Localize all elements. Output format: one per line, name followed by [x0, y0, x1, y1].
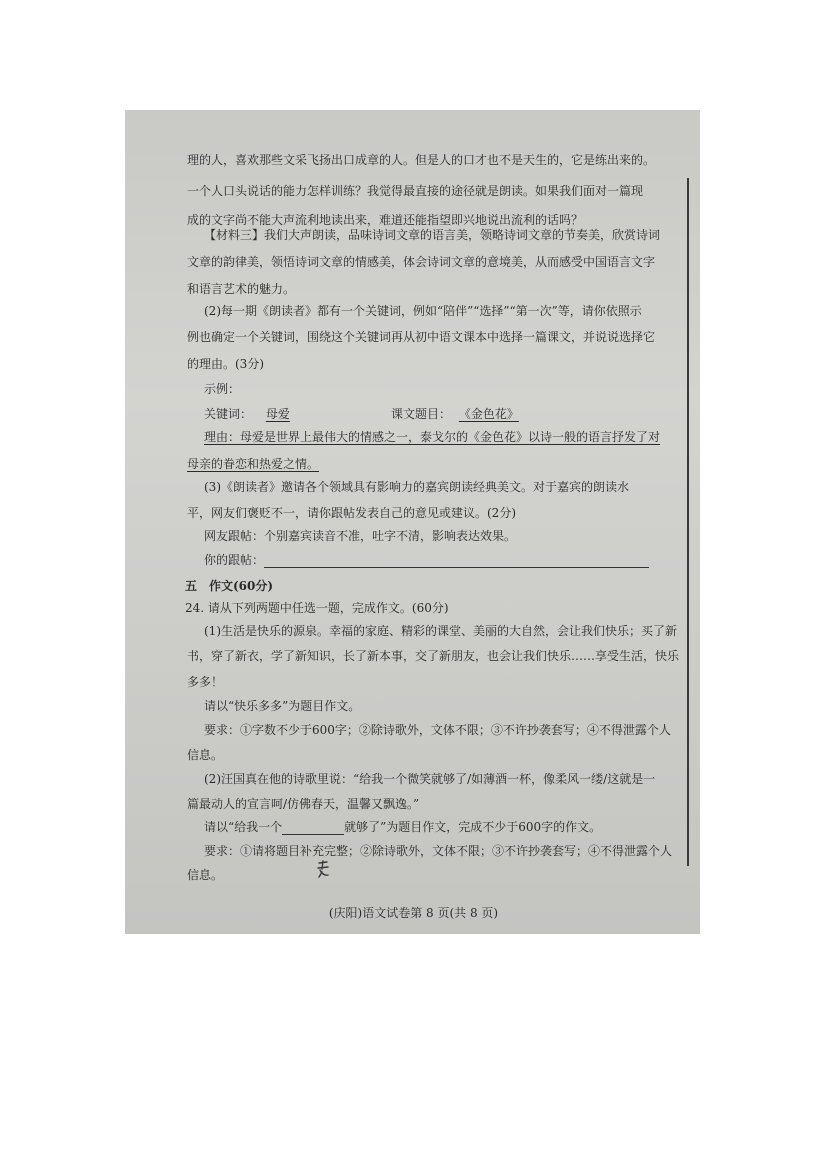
text-line: 平，网友们褒贬不一，请你跟帖发表自己的意见或建议。(2分): [187, 506, 517, 520]
example-keyword-row: [204, 406, 300, 422]
question-24: 24. 请从下列两题中任选一题，完成作文。(60分): [185, 601, 449, 615]
text-line: 和语言艺术的魅力。: [187, 282, 296, 296]
option-2: (2)汪国真在他的诗歌里说：“给我一个微笑就够了/如薄酒一杯，像柔风一缕/这就是一: [204, 772, 656, 786]
text-line: 文章的韵律美，领悟诗词文章的情感美，体会诗词文章的意境美，从而感受中国语言文字: [187, 255, 656, 269]
section-five-heading: 五 作文(60分): [185, 579, 274, 593]
option-1-requirements: 要求：①字数不少于600字；②除诗歌外，文体不限；③不许抄袭套写；④不得泄露个人: [204, 723, 671, 737]
answer-blank[interactable]: [264, 555, 649, 568]
option-1-prompt: 请以“快乐多多”为题目作文。: [204, 699, 361, 713]
your-reply-row: [204, 552, 649, 568]
title-value: 《金色花》: [458, 407, 519, 421]
example-heading: 示例：: [204, 382, 241, 396]
your-reply-label: 你的跟帖：: [204, 553, 265, 567]
page-footer: (庆阳)语文试卷第 8 页(共 8 页): [328, 906, 499, 920]
example-reason: 理由：母爱是世界上最伟大的情感之一，泰戈尔的《金色花》以诗一般的语言抒发了对: [204, 430, 661, 444]
text-line: 多多！: [187, 675, 224, 689]
keyword-label: 关键词：: [204, 407, 253, 421]
question-2: (2)每一期《朗读者》都有一个关键词，例如“陪伴”“选择”“第一次”等，请你依照示: [204, 304, 642, 318]
text-line: 例也确定一个关键词，围绕这个关键词再从初中语文课本中选择一篇课文，并说说选择它: [187, 330, 656, 344]
text-line: 信息。: [187, 748, 224, 762]
netizen-reply: 网友跟帖：个别嘉宾读音不准，吐字不清，影响表达效果。: [204, 529, 517, 543]
title-blank[interactable]: [282, 822, 344, 835]
option-1: (1)生活是快乐的源泉。幸福的家庭、精彩的课堂、美丽的大自然，会让我们快乐；买了新: [204, 624, 678, 638]
material-three-line: 【材料三】我们大声朗读，品味诗词文章的语言美，领略诗词文章的节奏美，欣赏诗词: [204, 228, 661, 242]
example-title-row: [391, 406, 523, 422]
margin-rule: [687, 178, 689, 866]
text-line: 书，穿了新衣，学了新知识，长了新本事，交了新朋友，也会让我们快乐……享受生活，快乐: [187, 649, 680, 663]
handwritten-mark: [316, 860, 330, 878]
text-line: 母亲的眷恋和热爱之情。: [187, 457, 320, 471]
text-line: 的理由。(3分): [187, 357, 264, 371]
question-3: (3)《朗读者》邀请各个领域具有影响力的嘉宾朗读经典美文。对于嘉宾的朗读水: [204, 480, 630, 494]
text-line: 信息。: [187, 868, 224, 882]
title-label: 课文题目：: [391, 407, 452, 421]
keyword-value: 母爱: [265, 407, 290, 421]
text-line: 成的文字尚不能大声流利地读出来，难道还能指望即兴地说出流利的话吗？: [187, 213, 584, 227]
text-line: 篇最动人的宣言呵/仿佛春天，温馨又飘逸。”: [187, 797, 420, 811]
text-line: 一个人口头说话的能力怎样训练？我觉得最直接的途径就是朗读。如果我们面对一篇现: [187, 184, 644, 198]
option-2-prompt: 请以“给我一个 就够了”为题目作文，完成不少于600字的作文。: [204, 820, 602, 834]
text-line: 理的人，喜欢那些文采飞扬出口成章的人。但是人的口才也不是天生的，它是练出来的。: [187, 153, 656, 167]
option-2-requirements: 要求：①请将题目补充完整；②除诗歌外，文体不限；③不许抄袭套写；④不得泄露个人: [204, 844, 673, 858]
